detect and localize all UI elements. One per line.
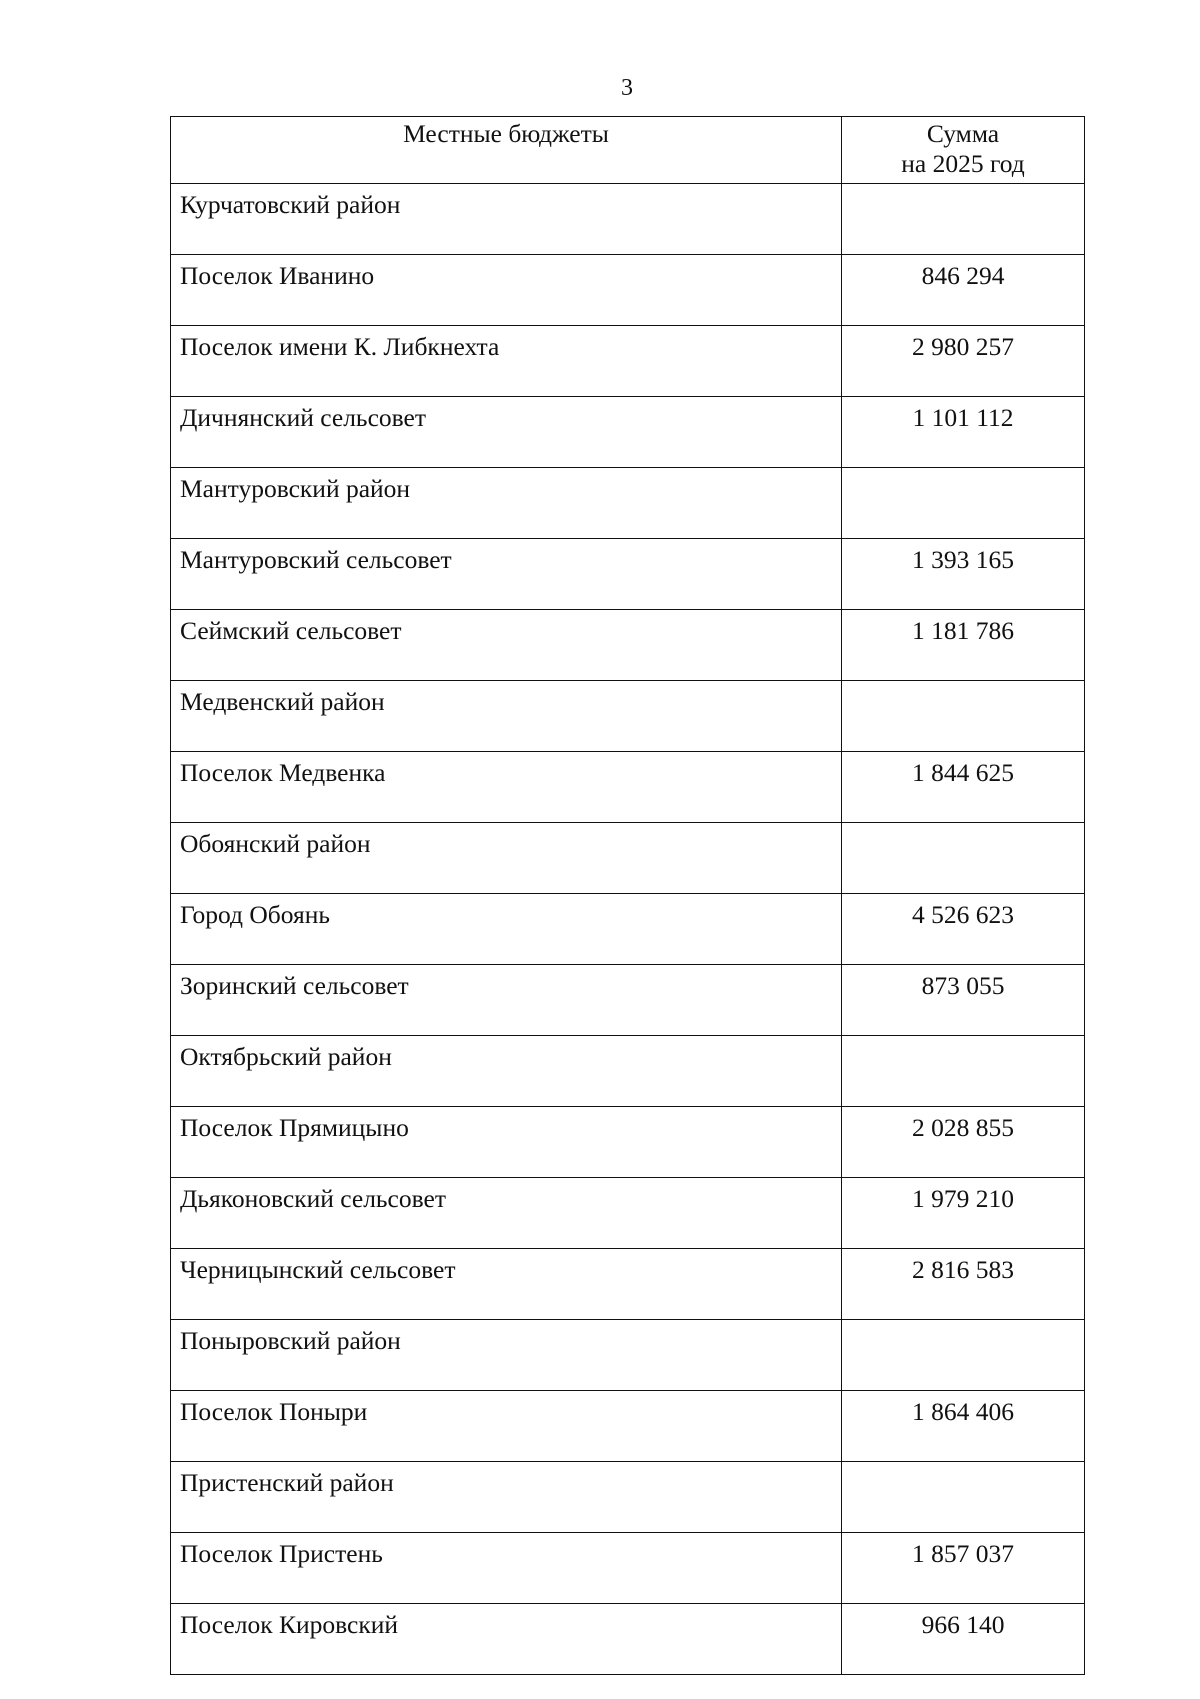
- row-name-cell: Черницынский сельсовет: [171, 1249, 842, 1320]
- row-name-cell: Дьяконовский сельсовет: [171, 1178, 842, 1249]
- row-sum-cell: 1 844 625: [842, 752, 1085, 823]
- row-sum-cell: 2 816 583: [842, 1249, 1085, 1320]
- row-name-cell: Поселок Иванино: [171, 255, 842, 326]
- header-sum-label-line2: на 2025 год: [901, 149, 1025, 178]
- table-body: [171, 184, 1085, 1675]
- row-sum-cell: 1 181 786: [842, 610, 1085, 681]
- row-sum-cell: [842, 823, 1085, 894]
- table-header: [171, 117, 1085, 184]
- row-sum-cell: [842, 681, 1085, 752]
- table-row: [171, 1462, 1085, 1533]
- row-sum-cell: [842, 184, 1085, 255]
- row-name-cell: Сеймский сельсовет: [171, 610, 842, 681]
- row-name-cell: Пристенский район: [171, 1462, 842, 1533]
- row-sum-cell: 846 294: [842, 255, 1085, 326]
- table-row: [171, 965, 1085, 1036]
- header-sum-label-line1: Сумма: [926, 119, 1000, 148]
- row-name-cell: Поселок Поныри: [171, 1391, 842, 1462]
- table-row: [171, 681, 1085, 752]
- row-name-cell: Поселок Пристень: [171, 1533, 842, 1604]
- header-row: [171, 117, 1085, 184]
- row-name-cell: Поселок Кировский: [171, 1604, 842, 1675]
- row-name-cell: Зоринский сельсовет: [171, 965, 842, 1036]
- row-name-cell: Медвенский район: [171, 681, 842, 752]
- row-name-cell: Поселок Медвенка: [171, 752, 842, 823]
- header-name-cell: [171, 117, 842, 184]
- header-name-label: Местные бюджеты: [403, 119, 609, 148]
- row-name-cell: Поныровский район: [171, 1320, 842, 1391]
- table-row: [171, 1249, 1085, 1320]
- row-sum-cell: 1 101 112: [842, 397, 1085, 468]
- row-sum-cell: [842, 1462, 1085, 1533]
- row-sum-cell: [842, 1036, 1085, 1107]
- table-row: [171, 1178, 1085, 1249]
- table-row: [171, 326, 1085, 397]
- row-sum-cell: 4 526 623: [842, 894, 1085, 965]
- table-row: [171, 1320, 1085, 1391]
- table-row: [171, 255, 1085, 326]
- budget-table: [170, 116, 1085, 1675]
- row-sum-cell: 2 028 855: [842, 1107, 1085, 1178]
- row-name-cell: Поселок Прямицыно: [171, 1107, 842, 1178]
- row-name-cell: Мантуровский сельсовет: [171, 539, 842, 610]
- row-sum-cell: 873 055: [842, 965, 1085, 1036]
- row-name-cell: Обоянский район: [171, 823, 842, 894]
- row-sum-cell: 1 864 406: [842, 1391, 1085, 1462]
- table-row: [171, 184, 1085, 255]
- row-sum-cell: 966 140: [842, 1604, 1085, 1675]
- row-name-cell: Дичнянский сельсовет: [171, 397, 842, 468]
- row-name-cell: Октябрьский район: [171, 1036, 842, 1107]
- row-sum-cell: 1 393 165: [842, 539, 1085, 610]
- table-row: [171, 539, 1085, 610]
- table-row: [171, 610, 1085, 681]
- table-row: [171, 1533, 1085, 1604]
- row-sum-cell: 1 857 037: [842, 1533, 1085, 1604]
- row-sum-cell: 1 979 210: [842, 1178, 1085, 1249]
- page-number: 3: [621, 75, 633, 101]
- row-name-cell: Мантуровский район: [171, 468, 842, 539]
- table-row: [171, 397, 1085, 468]
- table-row: [171, 1391, 1085, 1462]
- row-name-cell: Курчатовский район: [171, 184, 842, 255]
- table-row: [171, 823, 1085, 894]
- table-row: [171, 1107, 1085, 1178]
- row-name-cell: Поселок имени К. Либкнехта: [171, 326, 842, 397]
- row-sum-cell: [842, 468, 1085, 539]
- table-row: [171, 468, 1085, 539]
- row-name-cell: Город Обоянь: [171, 894, 842, 965]
- table-row: [171, 752, 1085, 823]
- table-row: [171, 894, 1085, 965]
- row-sum-cell: 2 980 257: [842, 326, 1085, 397]
- row-sum-cell: [842, 1320, 1085, 1391]
- table-row: [171, 1036, 1085, 1107]
- table-row: [171, 1604, 1085, 1675]
- header-sum-cell: [842, 117, 1085, 184]
